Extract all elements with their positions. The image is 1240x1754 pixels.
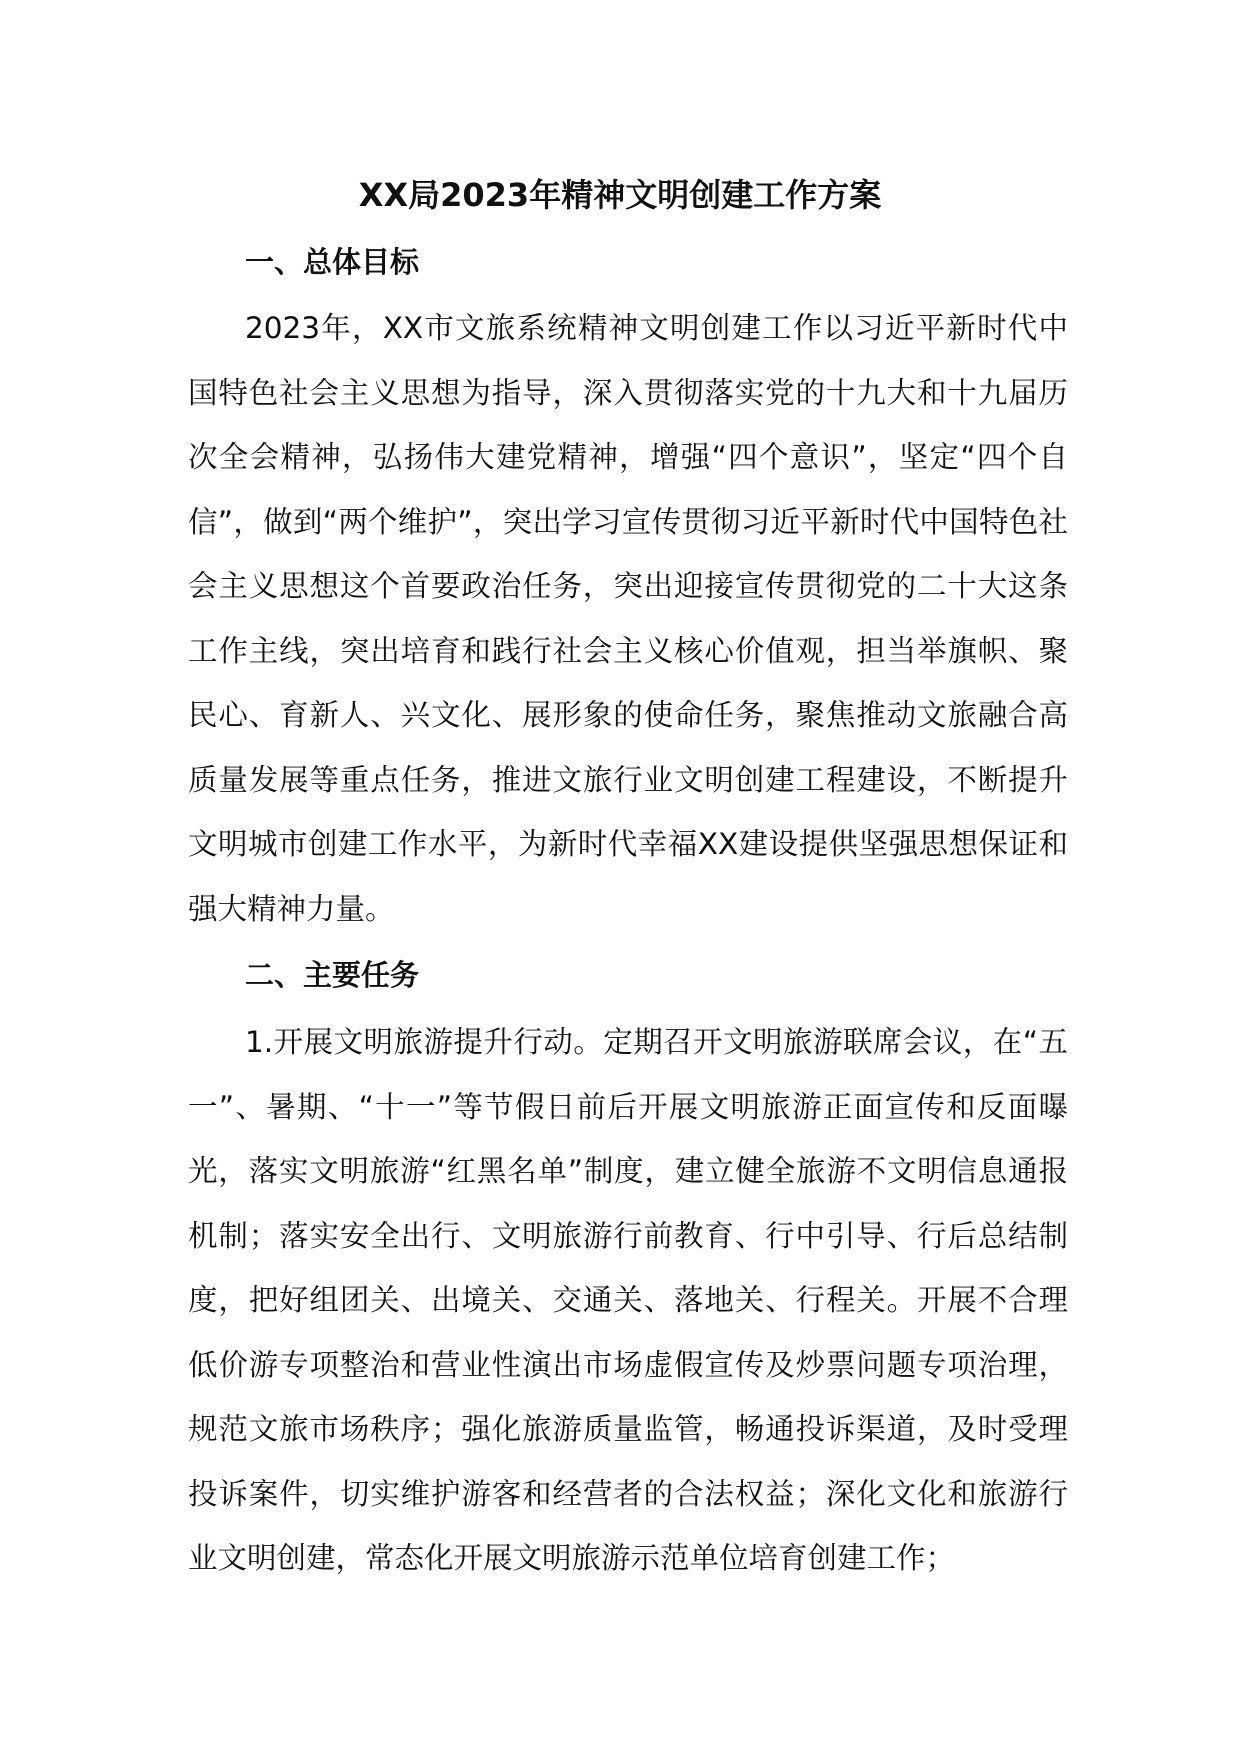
section-paragraph-main-tasks: 1.开展文明旅游提升行动。定期召开文明旅游联席会议，在“五一”、暑期、“十一”等节假日前后开展文明旅游正面宣传和反面曝光，落实文明旅游“红黑名单”制度，建立健全旅游不文明信息通报机制；落实安全出行、文明旅游行前教育、行中引导、行后总结制度，把好组团关、出境关、交通关、落地关、行程关。开展不合理低价游专项整治和营业性演出市场虚假宣传及炒票问题专项治理，规范文旅市场秩序；强化旅游质量监管，畅通投诉渠道，及时受理投诉案件，切实维护游客和经营者的合法权益；深化文化和旅游行业文明创建，常态化开展文明旅游示范单位培育创建工作； xyxy=(188,1025,1068,1575)
document-title: XX局2023年精神文明创建工作方案 xyxy=(358,176,882,214)
section-paragraph-overall-goal: 2023年，XX市文旅系统精神文明创建工作以习近平新时代中国特色社会主义思想为指导，深入贯彻落实党的十九大和十九届历次全会精神，弘扬伟大建党精神，增强“四个意识”，坚定“四个自信”，做到“两个维护”，突出学习宣传贯彻习近平新时代中国特色社会主义思想这个首要政治任务，突出迎接宣传贯彻党的二十大这条工作主线，突出培育和践行社会主义核心价值观，担当举旗帜、聚民心、育新人、兴文化、展形象的使命任务，聚焦推动文旅融合高质量发展等重点任务，推进文旅行业文明创建工程建设，不断提升文明城市创建工作水平，为新时代幸福XX建设提供坚强思想保证和强大精神力量。 xyxy=(188,311,1068,926)
section-heading-main-tasks: 二、主要任务 xyxy=(245,958,420,992)
section-heading-overall-goal: 一、总体目标 xyxy=(245,245,420,279)
